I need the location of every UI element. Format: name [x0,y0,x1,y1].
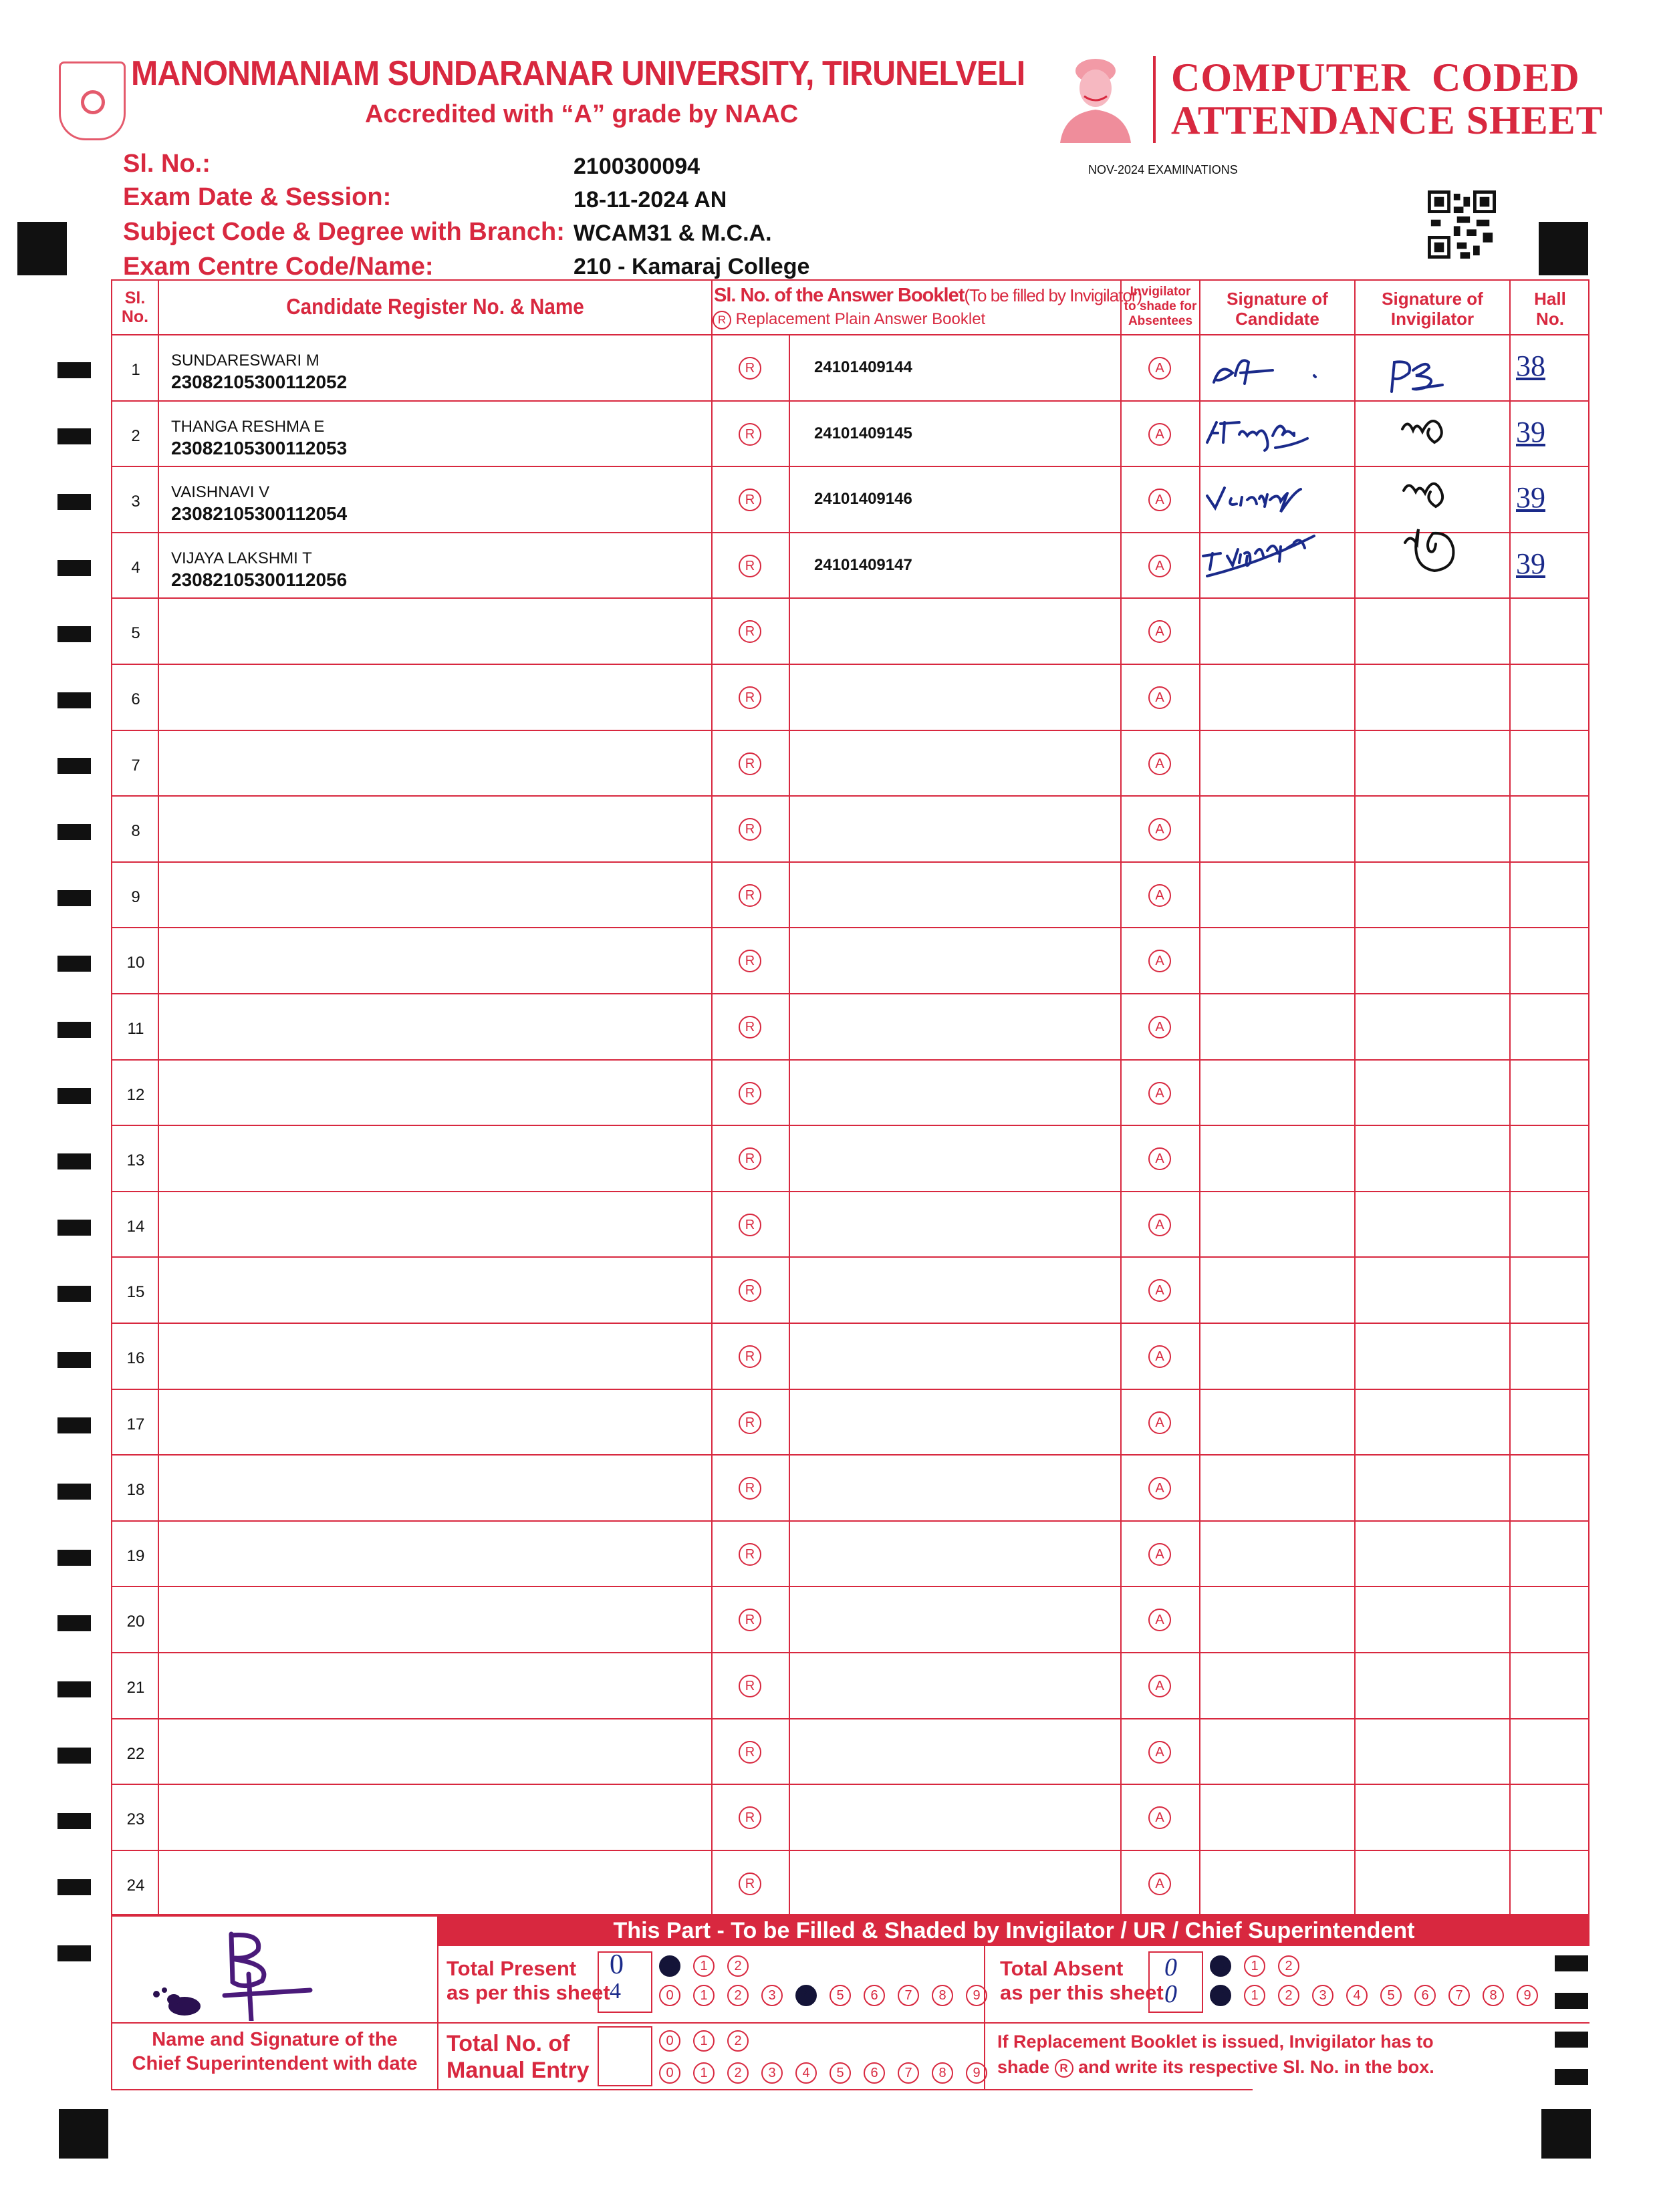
digit-bubble[interactable]: 8 [932,2062,953,2084]
digit-bubble[interactable]: 7 [1448,1985,1470,2006]
row-number: 14 [126,1217,145,1236]
timing-mark [57,758,91,774]
row-number: 7 [131,756,140,775]
summary-banner: This Part - To be Filled & Shaded by Invigilator / UR / Chief Superintendent [438,1915,1589,1946]
row-number: 18 [126,1481,145,1500]
header-booklet-sub-text: Replacement Plain Answer Booklet [735,310,986,328]
total-absent-line2: as per this sheet [1000,1981,1164,2004]
timing-mark [57,1352,91,1368]
invigilator-signatures [1356,335,1509,603]
candidate-name: THANGA RESHMA E [171,417,325,436]
candidate-name: VIJAYA LAKSHMI T [171,549,312,567]
row-number: 20 [126,1613,145,1631]
row-number: 1 [131,361,140,379]
absentee-bubble[interactable]: A [1148,620,1171,643]
replacement-bubble[interactable]: R [739,1806,761,1829]
replacement-bubble[interactable]: R [739,555,761,577]
row-number: 5 [131,624,140,643]
total-present-written [610,1950,624,2003]
candidate-name: SUNDARESWARI M [171,352,320,370]
table-row [112,665,1588,731]
absentee-bubble[interactable]: A [1148,1082,1171,1105]
digit-bubble[interactable]: 2 [1278,1955,1299,1977]
absentee-bubble[interactable]: A [1148,1873,1171,1895]
digit-bubble[interactable]: 6 [864,2062,885,2084]
replacement-bubble[interactable]: R [739,1016,761,1039]
field-label-subject: Subject Code & Degree with Branch: [123,218,565,246]
chief-label-line2: Chief Superintendent with date [132,2053,418,2074]
replacement-bubble[interactable]: R [739,1279,761,1302]
digit-bubble[interactable]: 9 [1517,1985,1538,2006]
table-row [112,1587,1588,1653]
digit-bubble[interactable]: 4 [1346,1985,1368,2006]
table-row [112,1324,1588,1390]
qr-code-icon [1428,190,1496,259]
table-row [112,1061,1588,1127]
digit-bubble[interactable]: 0 [659,2062,680,2084]
digit-bubble[interactable]: 0 [659,1955,680,1977]
timing-mark [57,890,91,906]
field-value-exam-date: 18-11-2024 AN [574,187,727,213]
digit-bubble[interactable]: 7 [898,2062,919,2084]
digit-bubble[interactable]: 2 [727,1985,749,2006]
replacement-bubble[interactable]: R [739,1543,761,1566]
header-sig-invigilator-line1: Signature of [1382,289,1483,309]
hall-number: 39 [1516,547,1545,580]
absentee-bubble[interactable]: A [1148,1477,1171,1500]
manual-entry-line2: Manual Entry [447,2058,590,2083]
absentee-bubble[interactable]: A [1148,1016,1171,1039]
timing-mark [57,560,91,576]
alignment-block [59,2109,108,2159]
chief-superintendent-label [111,2028,438,2076]
row-number: 24 [126,1876,145,1895]
replacement-bubble[interactable]: R [739,1345,761,1368]
alignment-block [1541,2109,1591,2159]
replacement-bubble[interactable]: R [739,357,761,380]
absentee-bubble[interactable]: A [1148,555,1171,577]
register-number: 23082105300112052 [171,372,348,392]
timing-mark [57,1286,91,1302]
table-row [112,863,1588,929]
digit-bubble[interactable]: 2 [727,2030,749,2052]
hall-number: 39 [1516,481,1545,515]
row-number: 23 [126,1810,145,1829]
summary-section [111,1915,1589,2090]
examinations-label: NOV-2024 EXAMINATIONS [1088,163,1238,176]
manual-entry-box[interactable] [598,2026,652,2086]
absentee-bubble[interactable]: A [1148,1214,1171,1236]
table-row [112,1851,1588,1917]
digit-bubble[interactable]: 1 [693,2062,715,2084]
absentee-bubble[interactable]: A [1148,686,1171,709]
hall-number: 38 [1516,350,1545,382]
replacement-bubble[interactable]: R [739,620,761,643]
candidate-signatures [1200,335,1354,603]
field-value-sl-no: 2100300094 [574,154,701,179]
replacement-note [997,2029,1434,2080]
total-present-label [447,1957,610,2005]
absentee-bubble[interactable]: A [1148,1741,1171,1764]
absentee-bubble[interactable]: A [1148,1609,1171,1631]
header-candidate: Candidate Register No. & Name [286,294,584,319]
timing-mark [57,1615,91,1631]
header-hall-line2: No. [1536,309,1564,329]
row-number: 19 [126,1546,145,1565]
digit-bubble[interactable]: 5 [830,2062,851,2084]
table-row [112,1126,1588,1192]
table-row [112,1785,1588,1851]
digit-bubble[interactable]: 0 [1210,1985,1231,2006]
replacement-note-line2 [997,2054,1434,2080]
timing-mark [57,428,91,444]
header-divider [1153,56,1156,143]
header-invigilator-line3: Absentees [1128,314,1193,328]
replacement-bubble[interactable]: R [739,1147,761,1170]
absentee-bubble[interactable]: A [1148,1675,1171,1697]
replacement-bubble[interactable]: R [739,423,761,446]
replacement-bubble[interactable]: R [739,1675,761,1697]
digit-bubble[interactable]: 4 [795,1985,817,2006]
row-number: 8 [131,822,140,841]
row-number: 12 [126,1085,145,1104]
header-booklet-main: Sl. No. of the Answer Booklet [714,285,965,306]
timing-mark [57,692,91,708]
replacement-bubble[interactable]: R [739,1609,761,1631]
digit-bubble[interactable]: 8 [1483,1985,1504,2006]
replacement-bubble[interactable]: R [739,950,761,972]
table-row [112,1522,1588,1588]
timing-mark [57,626,91,642]
absentee-bubble[interactable]: A [1148,357,1171,380]
founder-portrait [1055,56,1136,143]
sheet-title-line1: COMPUTER CODED [1171,55,1580,100]
header-invigilator-line1: Invigilator [1130,285,1191,299]
booklet-number: 24101409147 [814,555,912,574]
row-number: 10 [126,954,145,972]
digit-bubble[interactable]: 6 [1414,1985,1436,2006]
header-invigilator-line2: to shade for [1124,299,1197,313]
row-number: 4 [131,558,140,577]
table-row [112,1258,1588,1324]
replacement-bubble[interactable]: R [739,489,761,511]
timing-mark [57,1681,91,1697]
total-absent-written [1164,1954,1177,2008]
header-booklet-sub [713,310,985,329]
timing-mark [57,1220,91,1236]
timing-mark [57,362,91,378]
row-number: 21 [126,1679,145,1697]
row-number: 22 [126,1744,145,1763]
register-number: 23082105300112054 [171,503,348,525]
header-hall-no [1511,289,1589,329]
replacement-bubble[interactable]: R [739,818,761,841]
table-row [112,731,1588,797]
digit-bubble[interactable]: 3 [761,1985,783,2006]
header-signature-candidate [1200,289,1354,329]
total-absent-written-tens: 0 [1164,1953,1177,1981]
header-hall-line1: Hall [1534,289,1566,309]
table-row [112,928,1588,994]
timing-mark [57,1022,91,1038]
timing-mark [57,956,91,972]
absentee-bubble[interactable]: A [1148,950,1171,972]
sheet-title-line2: ATTENDANCE SHEET [1171,98,1604,142]
digit-bubble[interactable]: 2 [727,1955,749,1977]
row-number: 16 [126,1349,145,1367]
header-sig-candidate-line2: Candidate [1235,309,1319,329]
table-row [112,797,1588,863]
digit-bubble[interactable]: 9 [966,1985,987,2006]
absentee-bubble[interactable]: A [1148,752,1171,775]
booklet-number: 24101409144 [814,358,912,376]
header-booklet [713,285,1142,307]
hall-number: 39 [1516,415,1545,448]
total-absent-box[interactable] [1148,1951,1203,2013]
register-number: 23082105300112053 [171,437,348,458]
table-row [112,1192,1588,1258]
replacement-bubble[interactable]: R [739,686,761,709]
field-value-centre: 210 - Kamaraj College [574,254,810,279]
timing-mark [57,1484,91,1500]
replacement-note-line1: If Replacement Booklet is issued, Invigilator has to [997,2032,1434,2052]
absentee-bubble[interactable]: A [1148,489,1171,511]
field-label-sl-no: Sl. No.: [123,150,211,178]
manual-entry-line1: Total No. of [447,2031,570,2056]
alignment-block [17,222,67,275]
header-sig-candidate-line1: Signature of [1227,289,1328,309]
field-value-subject: WCAM31 & M.C.A. [574,221,772,246]
replacement-bubble[interactable]: R [739,1741,761,1764]
replacement-note-post: and write its respective Sl. No. in the box. [1078,2057,1434,2077]
replacement-r-icon: R [713,311,731,329]
timing-mark [57,1550,91,1566]
replacement-bubble[interactable]: R [739,752,761,775]
total-present-written-units: 4 [610,1979,621,2003]
timing-mark [57,1748,91,1764]
timing-mark [57,1813,91,1829]
attendance-table [111,279,1589,1915]
row-number: 11 [127,1020,144,1038]
digit-bubble[interactable]: 1 [693,2030,715,2052]
digit-bubble[interactable]: 0 [659,2030,680,2052]
replacement-r-icon: R [1055,2059,1073,2078]
digit-bubble[interactable]: 2 [727,2062,749,2084]
digit-bubble[interactable]: 1 [1244,1985,1265,2006]
timing-mark [57,1417,91,1433]
digit-bubble[interactable]: 3 [761,2062,783,2084]
accreditation-text: Accredited with “A” grade by NAAC [365,100,799,128]
row-number: 3 [131,493,140,511]
total-absent-written-units: 0 [1164,1980,1177,2008]
header-sl-no-line2: No. [121,307,149,326]
replacement-bubble[interactable]: R [739,1411,761,1434]
replacement-bubble[interactable]: R [739,1477,761,1500]
absentee-bubble[interactable]: A [1148,1279,1171,1302]
digit-bubble[interactable]: 1 [693,1985,715,2006]
digit-bubble[interactable]: 8 [932,1985,953,2006]
header-invigilator [1122,285,1199,329]
absentee-bubble[interactable]: A [1148,884,1171,907]
absentee-bubble[interactable]: A [1148,1345,1171,1368]
row-number: 6 [131,690,140,708]
digit-bubble[interactable]: 0 [659,1985,680,2006]
header-booklet-note: (To be filled by Invigilator) [964,285,1142,305]
replacement-bubble[interactable]: R [739,1214,761,1236]
digit-bubble[interactable]: 2 [1278,1985,1299,2006]
timing-mark [57,1153,91,1169]
digit-bubble[interactable]: 5 [1380,1985,1402,2006]
timing-mark [57,1879,91,1895]
absentee-bubble[interactable]: A [1148,423,1171,446]
candidate-name: VAISHNAVI V [171,483,270,502]
header-sl-no [112,289,158,326]
digit-bubble[interactable]: 0 [1210,1955,1231,1977]
header-sl-no-line1: Sl. [124,289,146,307]
timing-mark [57,1088,91,1104]
row-number: 13 [126,1151,145,1170]
booklet-number: 24101409145 [814,424,912,442]
header-sig-invigilator-line2: Invigilator [1390,309,1475,329]
timing-mark [57,494,91,510]
university-name: MANONMANIAM SUNDARANAR UNIVERSITY, TIRUNELVELI [131,54,1025,93]
table-row [112,599,1588,665]
row-number: 2 [131,426,140,445]
digit-bubble[interactable]: 6 [864,1985,885,2006]
absentee-bubble[interactable]: A [1148,1543,1171,1566]
absentee-bubble[interactable]: A [1148,1411,1171,1434]
digit-bubble[interactable]: 1 [693,1955,715,1977]
field-label-exam-date: Exam Date & Session: [123,183,392,211]
row-number: 17 [126,1415,145,1433]
replacement-bubble[interactable]: R [739,1082,761,1105]
chief-superintendent-signature [131,1921,425,2021]
university-logo [59,61,126,140]
booklet-number: 24101409146 [814,490,912,509]
gear-emblem-icon [81,90,105,114]
chief-label-line1: Name and Signature of the [152,2029,398,2050]
total-present-line2: as per this sheet [447,1981,610,2004]
table-row [112,1390,1588,1456]
absentee-bubble[interactable]: A [1148,1147,1171,1170]
field-label-centre: Exam Centre Code/Name: [123,253,434,281]
total-present-written-tens: 0 [610,1949,624,1980]
total-absent-label [1000,1957,1164,2005]
digit-bubble[interactable]: 4 [795,2062,817,2084]
digit-bubble[interactable]: 3 [1312,1985,1333,2006]
alignment-block [1539,222,1588,275]
total-present-line1: Total Present [447,1957,577,1980]
timing-mark [57,824,91,840]
digit-bubble[interactable]: 9 [966,2062,987,2084]
digit-bubble[interactable]: 1 [1244,1955,1265,1977]
row-number: 9 [131,887,140,906]
replacement-note-pre: shade [997,2057,1050,2077]
absentee-bubble[interactable]: A [1148,1806,1171,1829]
total-absent-line1: Total Absent [1000,1957,1124,1980]
timing-mark [57,1945,91,1961]
table-row [112,1719,1588,1786]
table-row [112,994,1588,1061]
digit-bubble[interactable]: 7 [898,1985,919,2006]
manual-entry-label [447,2030,589,2084]
register-number: 23082105300112056 [171,569,348,590]
total-present-box[interactable] [598,1951,652,2013]
absentee-bubble[interactable]: A [1148,818,1171,841]
replacement-bubble[interactable]: R [739,1873,761,1895]
digit-bubble[interactable]: 5 [830,1985,851,2006]
replacement-bubble[interactable]: R [739,884,761,907]
header-signature-invigilator [1356,289,1509,329]
table-row [112,1456,1588,1522]
sheet-title [1171,56,1604,142]
row-number: 15 [126,1283,145,1302]
table-row [112,1653,1588,1719]
